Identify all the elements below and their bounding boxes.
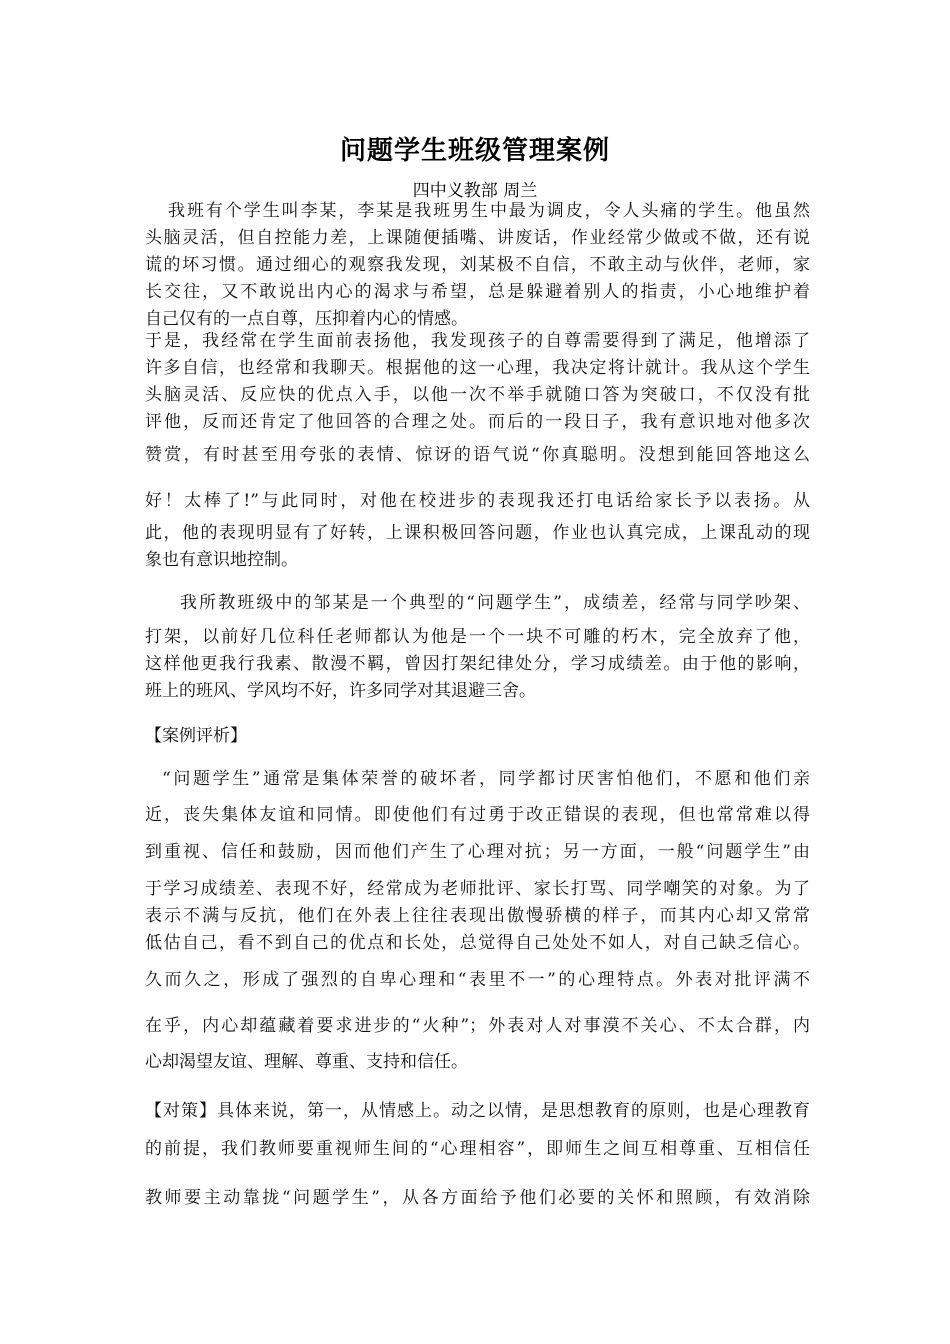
paragraph-line: 到重视、信任和鼓励，因而他们产生了心理对抗；另一方面，一般“问题学生”由 — [145, 842, 810, 862]
paragraph-line: 我班有个学生叫李某，李某是我班男生中最为调皮，令人头痛的学生。他虽然 — [168, 201, 810, 221]
paragraph-line: 自己仅有的一点自尊，压抑着内心的情感。 — [145, 309, 468, 329]
paragraph-line: 于是，我经常在学生面前表扬他，我发现孩子的自尊需要得到了满足，他增添了 — [145, 331, 810, 351]
document-author: 四中义教部 周兰 — [412, 181, 538, 201]
paragraph-line: 这样他更我行我素、散漫不羁，曾因打架纪律处分，学习成绩差。由于他的影响， — [145, 654, 810, 674]
paragraph-line: 头脑灵活，但自控能力差，上课随便插嘴、讲废话，作业经常少做或不做，还有说 — [145, 228, 810, 248]
paragraph-line: 我所教班级中的邹某是一个典型的“问题学生”，成绩差，经常与同学吵架、 — [180, 593, 810, 613]
document-title: 问题学生班级管理案例 — [339, 136, 610, 166]
section-heading: 【案例评析】 — [145, 726, 247, 746]
paragraph-line: 许多自信，也经常和我聊天。根据他的这一心理，我决定将计就计。我从这个学生 — [145, 358, 810, 378]
paragraph-line: 赞赏，有时甚至用夸张的表情、惊讶的语气说“你真聪明。没想到能回答地这么 — [145, 445, 810, 465]
paragraph-line: 近，丧失集体友谊和同情。即使他们有过勇于改正错误的表现，但也常常难以得 — [145, 805, 810, 825]
paragraph-line: 打架，以前好几位科任老师都认为他是一个一块不可雕的朽木，完全放弃了他， — [145, 627, 810, 647]
paragraph-line: “问题学生”通常是集体荣誉的破坏者，同学都讨厌害怕他们，不愿和他们亲 — [162, 769, 810, 789]
paragraph-line: 谎的坏习惯。通过细心的观察我发现，刘某极不自信，不敢主动与伙伴，老师，家 — [145, 255, 810, 275]
paragraph-line: 心却渴望友谊、理解、尊重、支持和信任。 — [145, 1052, 468, 1072]
paragraph-line: 象也有意识地控制。 — [145, 550, 298, 570]
paragraph-line: 在乎，内心却蕴藏着要求进步的“火种”；外表对人对事漠不关心、不太合群，内 — [145, 1016, 810, 1036]
paragraph-line: 久而久之，形成了强烈的自卑心理和“表里不一”的心理特点。外表对批评满不 — [145, 970, 810, 990]
paragraph-line: 头脑灵活、反应快的优点入手，以他一次不举手就随口答为突破口，不仅没有批 — [145, 385, 810, 405]
paragraph-line: 评他，反而还肯定了他回答的合理之处。而后的一段日子，我有意识地对他多次 — [145, 412, 810, 432]
paragraph-line: 表示不满与反抗，他们在外表上往往表现出傲慢骄横的样子，而其内心却又常常 — [145, 906, 810, 926]
paragraph-line: 的前提，我们教师要重视师生间的“心理相容”，即师生之间互相尊重、互相信任 — [145, 1139, 810, 1159]
paragraph-line: 此，他的表现明显有了好转，上课积极回答问题，作业也认真完成，上课乱动的现 — [145, 523, 810, 543]
paragraph-line: 于学习成绩差、表现不好，经常成为老师批评、家长打骂、同学嘲笑的对象。为了 — [145, 879, 810, 899]
paragraph-line: 【对策】具体来说，第一，从情感上。动之以情，是思想教育的原则，也是心理教育 — [145, 1101, 810, 1121]
paragraph-line: 教师要主动靠拢“问题学生”，从各方面给予他们必要的关怀和照顾，有效消除 — [145, 1188, 810, 1208]
paragraph-line: 班上的班风、学风均不好，许多同学对其退避三舍。 — [145, 681, 536, 701]
paragraph-line: 好！太棒了!”与此同时，对他在校进步的表现我还打电话给家长予以表扬。从 — [145, 491, 810, 511]
paragraph-line: 长交往，又不敢说出内心的渴求与希望，总是躲避着别人的指责，小心地维护着 — [145, 282, 810, 302]
paragraph-line: 低估自己，看不到自己的优点和长处，总觉得自己处处不如人，对自己缺乏信心。 — [145, 933, 810, 953]
